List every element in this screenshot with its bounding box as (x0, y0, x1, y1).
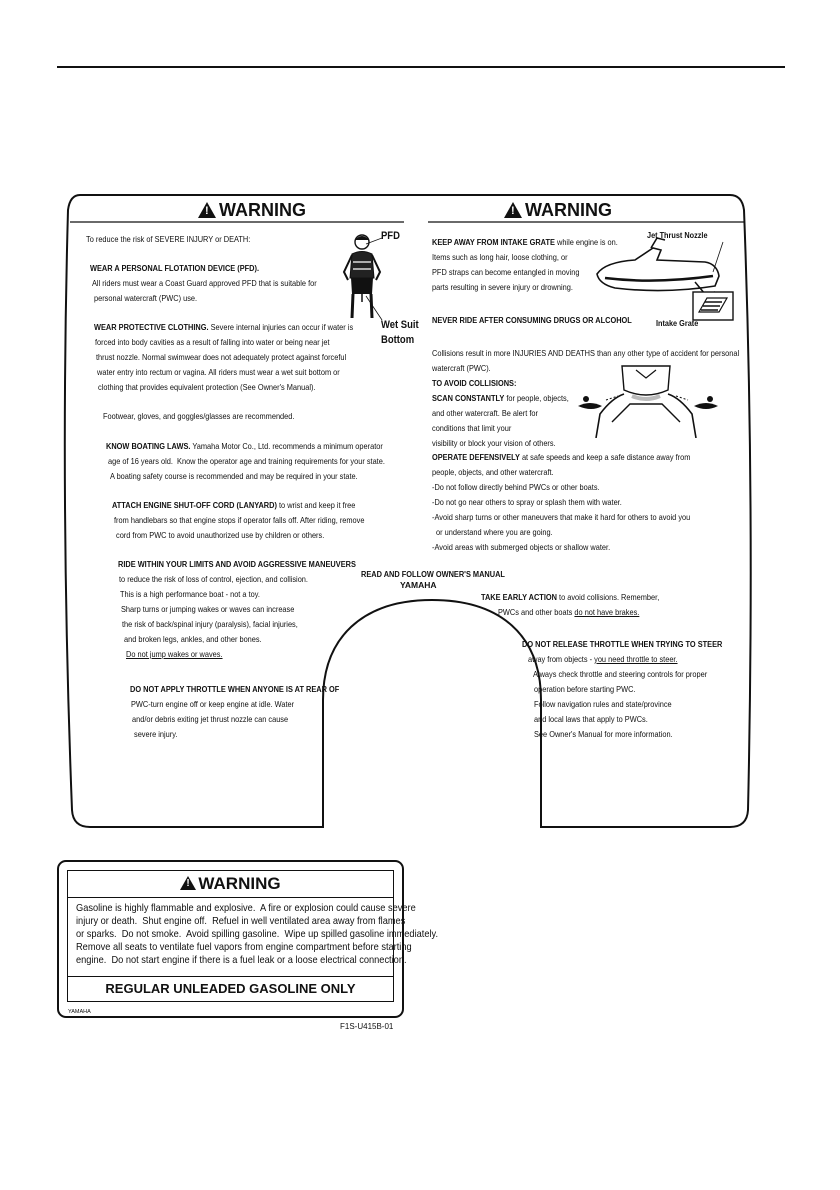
laws-line: age of 16 years old. Know the operator age and training requirements for your state. (108, 456, 385, 466)
ride-title: RIDE WITHIN YOUR LIMITS AND AVOID AGGRESSIVE MANEUVERS (118, 559, 356, 569)
warning-triangle-icon (504, 202, 522, 218)
figure-code: F1S-U415B-01 (340, 1022, 394, 1031)
yamaha-brand: YAMAHA (400, 580, 437, 590)
bullet-item: -Do not go near others to spray or splash them with water. (432, 497, 622, 507)
cord-line: ATTACH ENGINE SHUT-OFF CORD (LANYARD) to wrist and keep it free (112, 500, 356, 510)
operate-line: people, objects, and other watercraft. (432, 467, 554, 477)
collision-line: Collisions result in more INJURIES AND DEATHS than any other type of accident for personal (432, 348, 740, 358)
grate-line: Items such as long hair, loose clothing, or (432, 252, 568, 262)
ride-line-underlined: Do not jump wakes or waves. (126, 649, 223, 659)
header-rule (57, 66, 785, 68)
throttle-line: PWC-turn engine off or keep engine at idle. Water (131, 699, 295, 709)
read-manual-text: READ AND FOLLOW OWNER'S MANUAL (361, 569, 505, 579)
ride-line: This is a high performance boat - not a toy. (120, 589, 260, 599)
ride-line: the risk of back/spinal injury (paralysis), facial injuries, (122, 619, 298, 629)
scan-line: visibility or block your vision of others. (432, 438, 556, 448)
clothing-line: clothing that provides equivalent protection (See Owner's Manual). (98, 382, 316, 392)
fuel-type-footer: REGULAR UNLEADED GASOLINE ONLY (68, 976, 393, 1001)
left-warning-header: !WARNING (198, 200, 306, 220)
warning-triangle-icon (198, 202, 216, 218)
jetski-illustration (595, 232, 735, 324)
laws-line: KNOW BOATING LAWS. Yamaha Motor Co., Ltd. recommends a minimum operator (106, 441, 383, 451)
fuel-warning-body: Gasoline is highly flammable and explosive. A fire or explosion could cause severe injury or death. Shut engine off. Refuel in well ventilated area away from flames or sparks. Do not smoke. Avoid spilling gasoline. Wipe up spilled gasoline immediately. Remove all seats to ventilate fuel vapors from engine compartment before starting engine. Do not start engine if there is a fuel leak or a loose electrical connection. (76, 903, 439, 966)
ride-line: Sharp turns or jumping wakes or waves can increase (121, 604, 295, 614)
fuel-label-brand: YAMAHA (68, 1009, 91, 1015)
throttle-line: severe injury. (134, 729, 178, 739)
intake-grate-label: Intake Grate (656, 318, 699, 328)
cord-line: from handlebars so that engine stops if operator falls off. After riding, remove (114, 515, 365, 525)
early-action-line: PWCs and other boats do not have brakes. (498, 607, 640, 617)
release-title: DO NOT RELEASE THROTTLE WHEN TRYING TO STEER (522, 639, 723, 649)
release-line: away from objects - you need throttle to steer. (528, 654, 678, 664)
pfd-title: WEAR A PERSONAL FLOTATION DEVICE (PFD). (90, 263, 260, 273)
pfd-line: All riders must wear a Coast Guard approved PFD that is suitable for (92, 278, 317, 288)
release-line: See Owner's Manual for more information. (534, 729, 673, 739)
laws-line: A boating safety course is recommended and may be required in your state. (110, 471, 358, 481)
cord-line: cord from PWC to avoid unauthorized use by children or others. (116, 530, 325, 540)
bullet-item: or understand where you are going. (436, 527, 553, 537)
warning-triangle-icon (180, 876, 196, 890)
pfd-line: personal watercraft (PWC) use. (94, 293, 198, 303)
callout-lines (360, 236, 390, 326)
collision-line: watercraft (PWC). (432, 363, 491, 373)
bullet-item: -Avoid areas with submerged objects or shallow water. (432, 542, 611, 552)
throttle-title: DO NOT APPLY THROTTLE WHEN ANYONE IS AT REAR OF (130, 684, 340, 694)
clothing-line: thrust nozzle. Normal swimwear does not adequately protect against forceful (96, 352, 347, 362)
ride-line: to reduce the risk of loss of control, ejection, and collision. (119, 574, 308, 584)
grate-line: parts resulting in severe injury or drowning. (432, 282, 573, 292)
collisions-title: TO AVOID COLLISIONS: (432, 378, 517, 388)
drugs-warning: NEVER RIDE AFTER CONSUMING DRUGS OR ALCOHOL (432, 315, 632, 325)
jet-nozzle-label: Jet Thrust Nozzle (647, 230, 708, 240)
wetsuit-label: Wet Suit Bottom (381, 319, 419, 346)
release-line: Always check throttle and steering controls for proper (533, 669, 708, 679)
fuel-warning-label (57, 860, 439, 1018)
clothing-line: forced into body cavities as a result of falling into water or being near jet (95, 337, 330, 347)
bullet-item: -Avoid sharp turns or other maneuvers that make it hard for others to avoid you (432, 512, 691, 522)
clothing-line: water entry into rectum or vagina. All riders must wear a wet suit bottom or (97, 367, 340, 377)
clothing-line: WEAR PROTECTIVE CLOTHING. Severe internal injuries can occur if water is (94, 322, 354, 332)
fuel-warning-header: !WARNING (68, 871, 393, 898)
operate-line: OPERATE DEFENSIVELY at safe speeds and keep a safe distance away from (432, 452, 691, 462)
pfd-label: PFD (381, 230, 400, 242)
release-line: and local laws that apply to PWCs. (534, 714, 648, 724)
scan-line: conditions that limit your (432, 423, 512, 433)
footwear-text: Footwear, gloves, and goggles/glasses are recommended. (103, 411, 295, 421)
intro-text: To reduce the risk of SEVERE INJURY or DEATH: (86, 234, 251, 244)
right-warning-header: !WARNING (504, 200, 612, 220)
release-line: Follow navigation rules and state/province (534, 699, 672, 709)
throttle-line: and/or debris exiting jet thrust nozzle can cause (132, 714, 289, 724)
scan-line: SCAN CONSTANTLY for people, objects, (432, 393, 569, 403)
bullet-item: -Do not follow directly behind PWCs or other boats. (432, 482, 600, 492)
scanning-rider-illustration (572, 364, 722, 438)
early-action-line: TAKE EARLY ACTION to avoid collisions. Remember, (481, 592, 660, 602)
grate-line: PFD straps can become entangled in moving (432, 267, 580, 277)
ride-line: and broken legs, ankles, and other bones. (124, 634, 262, 644)
grate-line: KEEP AWAY FROM INTAKE GRATE while engine is on. (432, 237, 618, 247)
scan-line: and other watercraft. Be alert for (432, 408, 538, 418)
release-line: operation before starting PWC. (534, 684, 636, 694)
